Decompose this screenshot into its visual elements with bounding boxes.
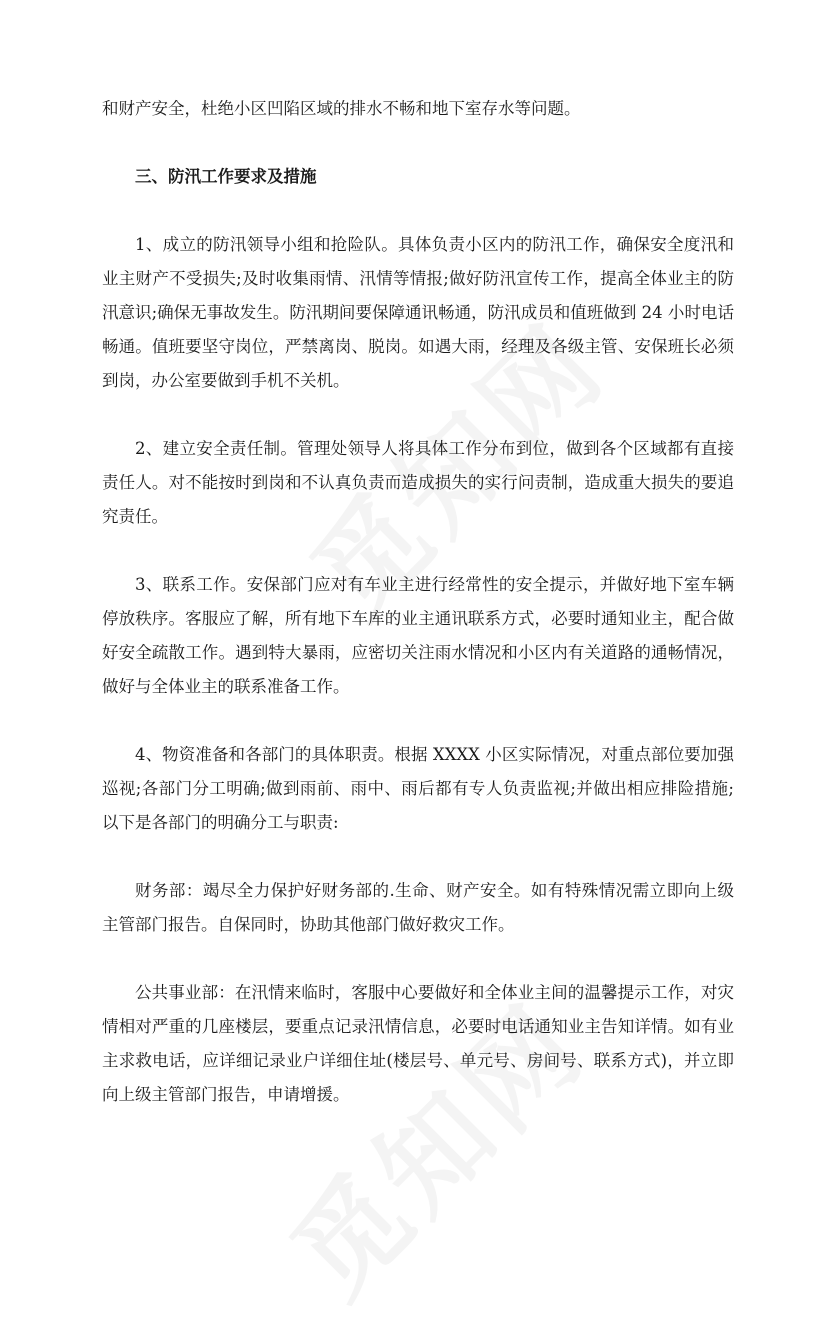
section-heading: 三、防汛工作要求及措施 [135,167,317,186]
paragraph-item-1: 1、成立的防汛领导小组和抢险队。具体负责小区内的防汛工作，确保安全度汛和业主财产不受损失;及时收集雨情、汛情等情报;做好防汛宣传工作，提高全体业主的防汛意识;确保无事故发生。防汛期间要保障通讯畅通，防汛成员和值班做到 24 小时电话畅通。值班要坚守岗位，严禁离岗、脱岗。如遇大雨，经理及各级主管、安保班长必须到岗，办公室要做到手机不关机。 [102,235,734,390]
paragraph-item-4: 4、物资准备和各部门的具体职责。根据 XXXX 小区实际情况，对重点部位要加强巡视;各部门分工明确;做到雨前、雨中、雨后都有专人负责监视;并做出相应排险措施;以下是各部门的明确分工与职责: [102,745,734,832]
paragraph-item-3: 3、联系工作。安保部门应对有车业主进行经常性的安全提示，并做好地下室车辆停放秩序。客服应了解，所有地下车库的业主通讯联系方式，必要时通知业主，配合做好安全疏散工作。遇到特大暴雨，应密切关注雨水情况和小区内有关道路的通畅情况，做好与全体业主的联系准备工作。 [102,575,734,696]
paragraph-continuation: 和财产安全，杜绝小区凹陷区域的排水不畅和地下室存水等问题。 [102,99,581,118]
paragraph-item-2: 2、建立安全责任制。管理处领导人将具体工作分布到位，做到各个区域都有直接责任人。对不能按时到岗和不认真负责而造成损失的实行问责制，造成重大损失的要追究责任。 [102,439,734,526]
paragraph-public-affairs-dept: 公共事业部：在汛情来临时，客服中心要做好和全体业主间的温馨提示工作，对灾情相对严重的几座楼层，要重点记录汛情信息，必要时电话通知业主告知详情。如有业主求救电话，应详细记录业户详细住址(楼层号、单元号、房间号、联系方式)，并立即向上级主管部门报告，申请增援。 [102,983,734,1104]
paragraph-finance-dept: 财务部：竭尽全力保护好财务部的.生命、财产安全。如有特殊情况需立即向上级主管部门报告。自保同时，协助其他部门做好救灾工作。 [102,881,734,934]
document-body [102,92,734,1112]
